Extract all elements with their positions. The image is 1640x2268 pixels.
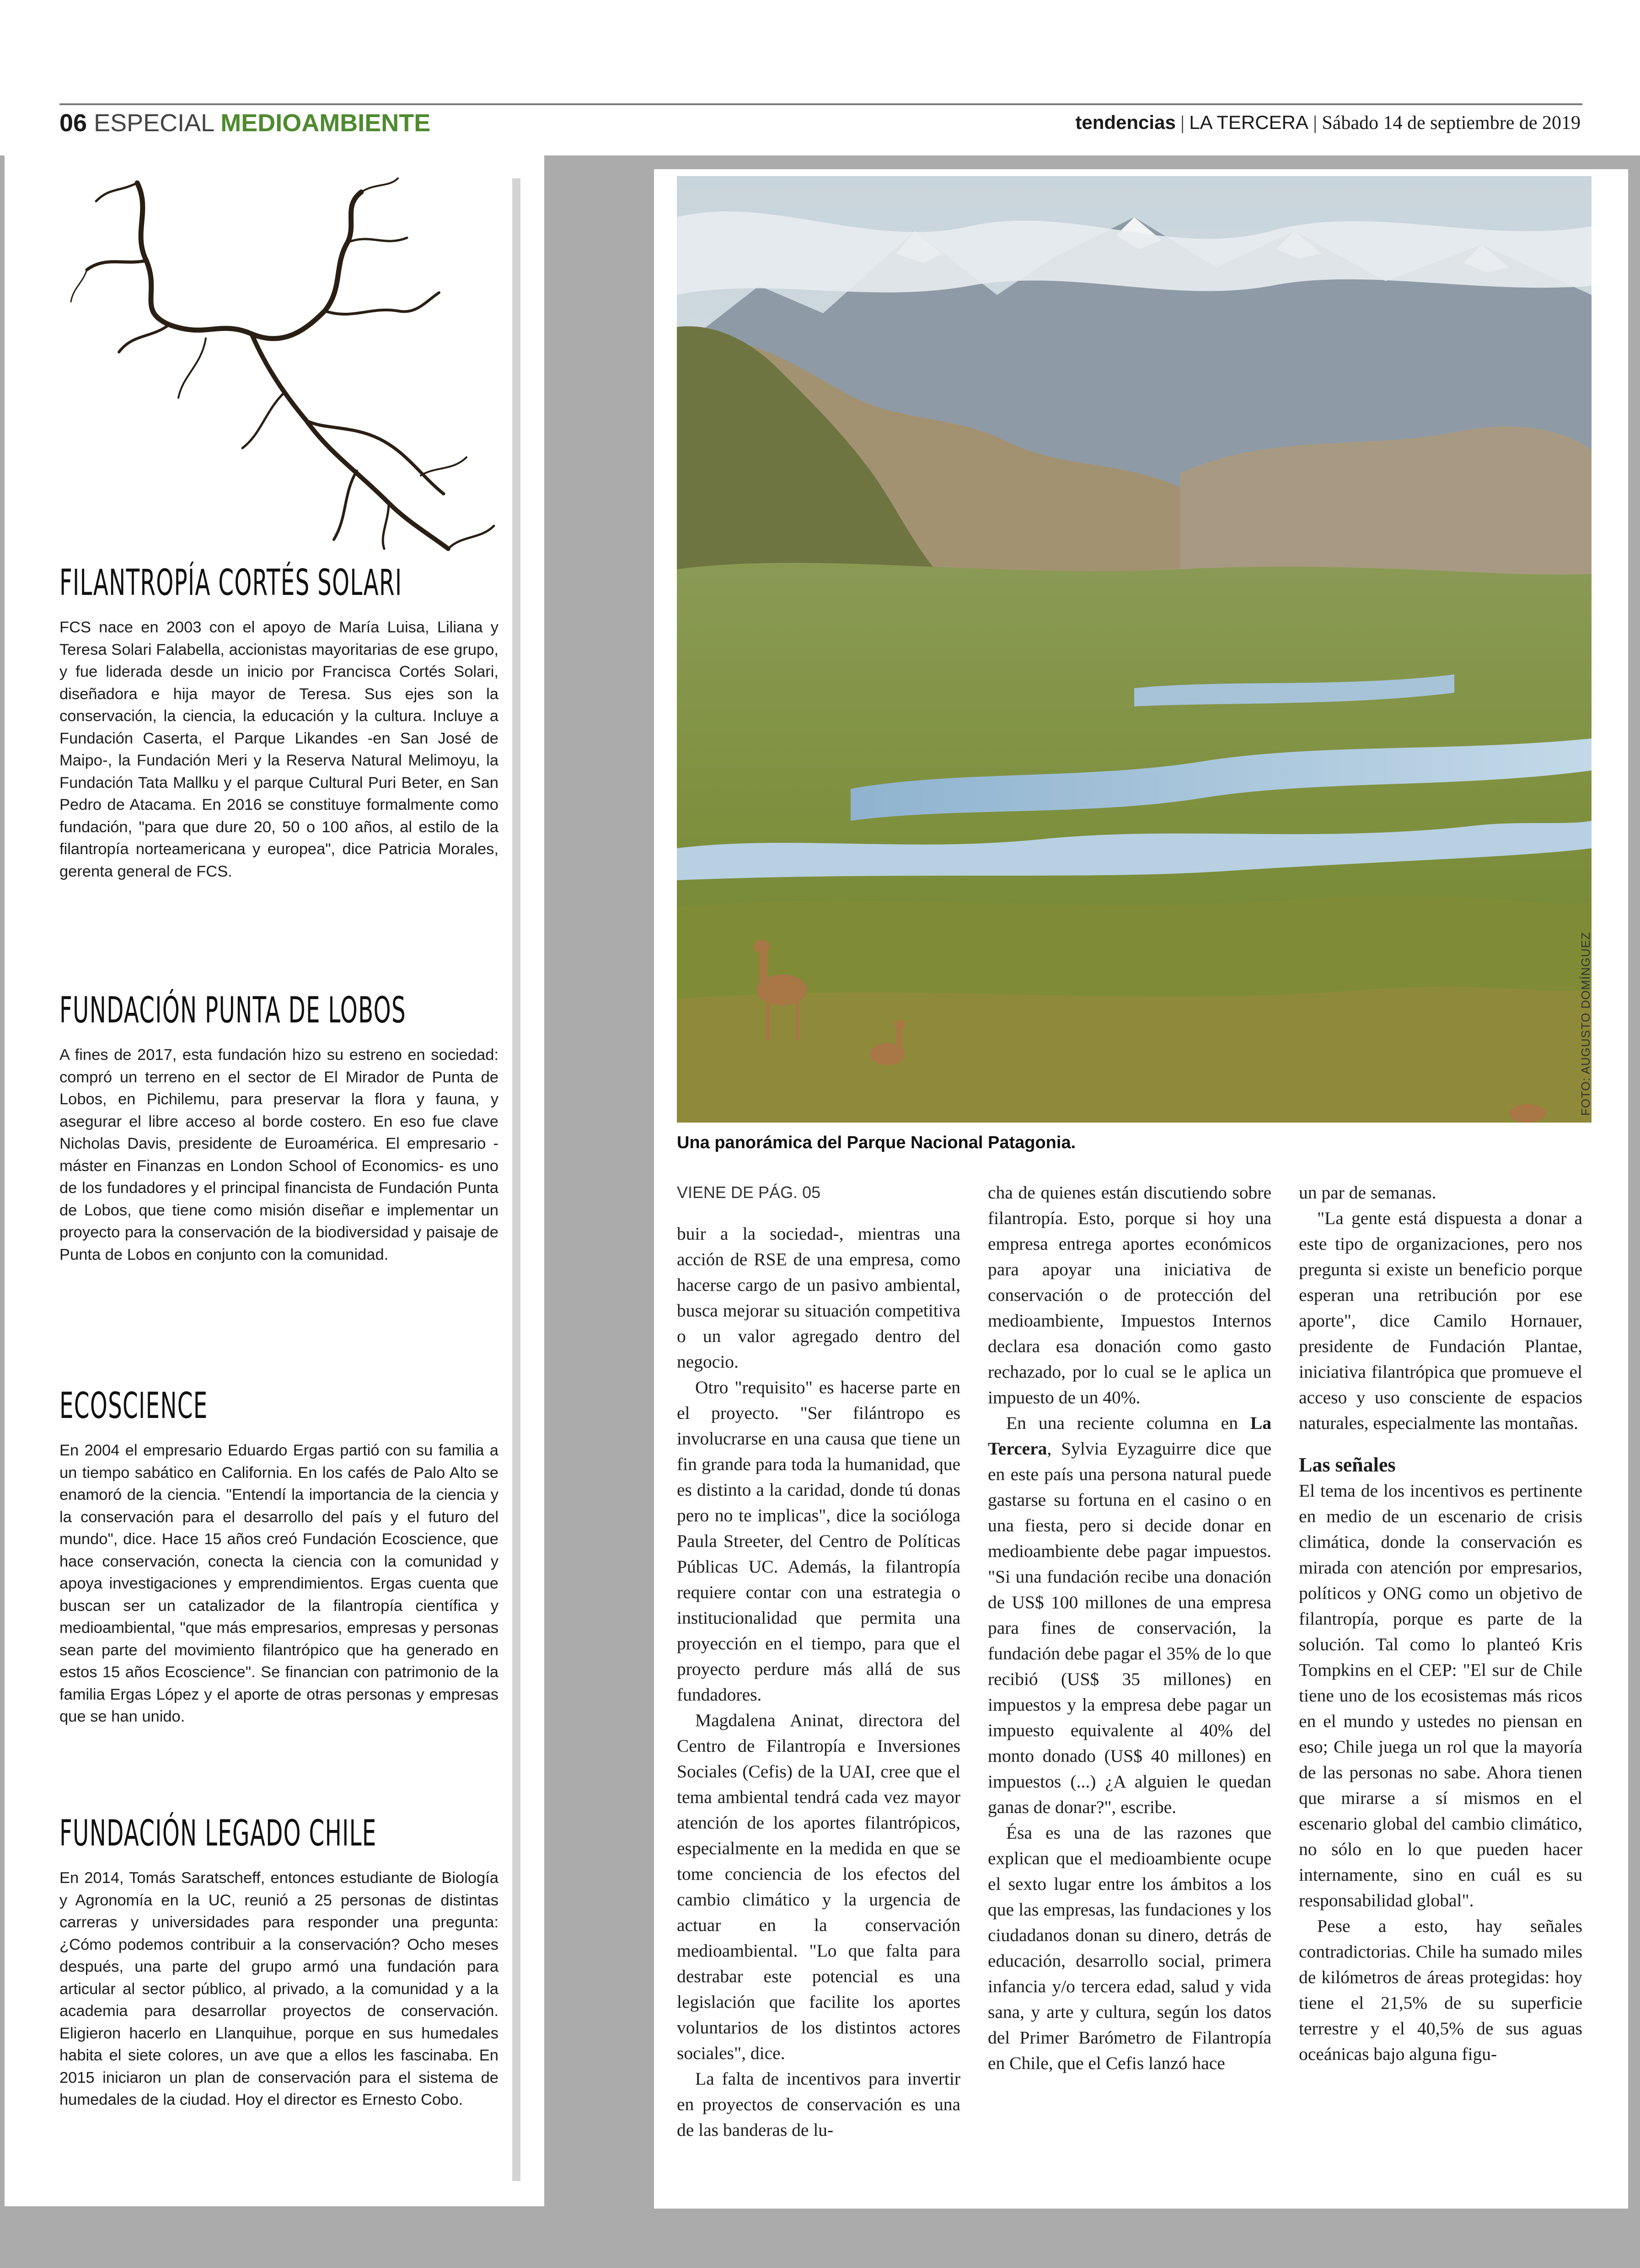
- newspaper-name: LA TERCERA: [1189, 112, 1308, 133]
- article-paragraph: "La gente está dispuesta a donar a este tipo de organizaciones, pero nos pregunta si existe un beneficio porque esperan una retribución por ese aporte", dice Camilo Hornauer, presidente de Fundación Plantae, iniciativa filantrópica que promueve el acceso y uso consciente de espacios naturales, especialmente las montañas.: [1299, 1208, 1582, 1433]
- article-subhead: Las señales: [1299, 1454, 1396, 1476]
- article-column-3: [1299, 1180, 1582, 2067]
- sidebar-section-ecoscience: [59, 1385, 498, 1728]
- header-rule: [59, 103, 1582, 105]
- sidebar-section-title: FUNDACIÓN LEGADO CHILE: [59, 1813, 377, 1854]
- article-paragraph: La falta de incentivos para invertir en proyectos de conservación es una de las banderas de lu-: [677, 2069, 960, 2140]
- page-header: [0, 0, 1640, 155]
- sidebar-section-body: FCS nace en 2003 con el apoyo de María Luisa, Liliana y Teresa Solari Falabella, accionistas mayoritarias de ese grupo, y fue liderada desde un inicio por Francisca Cortés Solari, diseñadora e hija mayor de Teresa. Sus ejes son la conservación, la ciencia, la educación y la cultura. Incluye a Fundación Caserta, el Parque Likandes -en San José de Maipo-, la Fundación Meri y la Reserva Natural Melimoyu, la Fundación Tata Mallku y el parque Cultural Puri Beter, en San Pedro de Atacama. En 2016 se constituye formalmente como fundación, "para que dure 20, 50 o 100 años, al estilo de la filantropía norteamericana y europea", dice Patricia Morales, gerenta general de FCS.: [59, 619, 498, 880]
- sidebar-section-body: En 2014, Tomás Saratscheff, entonces estudiante de Biología y Agronomía en la UC, reunió a 25 personas de distintas carreras y universidades para responder una pregunta: ¿Cómo podemos contribuir a la conservación? Ocho meses después, una parte del grupo armó una fundación para articular al sector público, al privado, a la comunidad y a la academia para desarrollar proyectos de conservación. Eligieron hacerlo en Llanquihue, porque en sus humedales habita el siete colores, un ave que a ellos les fascinaba. En 2015 iniciaron un plan de conservación para el sistema de humedales de la ciudad. Hoy el director es Ernesto Cobo.: [59, 1869, 498, 2108]
- separator: |: [1180, 112, 1184, 134]
- article-text: , Sylvia Eyzaguirre dice que en este país una persona natural puede gastarse su fortuna en el casino o en una fiesta, pero si decide donar en medioambiente debe pagar impuestos. "Si una fundación recibe una donación de US$ 100 millones de una empresa para fines de conservación, la fundación debe pagar el 35% de lo que recibió (US$ 35 millones) en impuestos y la empresa debe pagar un impuesto equivalente al 40% del monto donado (US$ 40 millones) en impuestos (...) ¿A alguien le quedan ganas de donar?", escribe.: [988, 1439, 1271, 1817]
- landscape-photo: [677, 176, 1592, 1123]
- section-header: [59, 109, 430, 137]
- section-topic: MEDIOAMBIENTE: [220, 109, 431, 137]
- article-paragraph: un par de semanas.: [1299, 1182, 1436, 1203]
- article-paragraph: Ésa es una de las razones que explican que el medioambiente ocupe el sexto lugar entre los ámbitos a los que las empresas, las fundaciones y los ciudadanos donan su dinero, detrás de educación, desarrollo social, primera infancia y/o tercera edad, salud y vida sana, y arte y cultura, según los datos del Primer Barómetro de Filantropía en Chile, que el Cefis lanzó hace: [988, 1823, 1271, 2073]
- separator: |: [1313, 112, 1317, 134]
- section-label: ESPECIAL: [94, 109, 214, 137]
- newspaper-reference: La Tercera: [988, 1413, 1272, 1459]
- article-paragraph: Otro "requisito" es hacerse parte en el proyecto. "Ser filántropo es involucrarse en una causa que tiene un fin grande para toda la humanidad, que es distinto a la caridad, donde tú donas pero no te implicas", dice la socióloga Paula Streeter, del Centro de Políticas Públicas UC. Además, la filantropía requiere contar con una estrategia o institucionalidad que permita una proyección en el tiempo, para que el proyecto perdure más allá de sus fundadores.: [677, 1377, 960, 1705]
- sidebar-section-title: FILANTROPÍA CORTÉS SOLARI: [59, 562, 402, 604]
- article-paragraph: Pese a esto, hay señales contradictorias. Chile ha sumado miles de kilómetros de áreas protegidas: hoy tiene el 21,5% de su superficie terrestre y el 40,5% de sus aguas oceánicas bajo alguna figu-: [1299, 1916, 1582, 2064]
- article-column-2: [988, 1180, 1271, 2076]
- photo-credit: FOTO: AUGUSTO DOMÍNGUEZ: [1579, 932, 1592, 1116]
- page-number: 06: [59, 109, 87, 137]
- article-column-1: [677, 1180, 960, 2143]
- article-paragraph: El tema de los incentivos es pertinente en medio de un escenario de crisis climática, donde la conservación es mirada con atención por empresarios, políticos y ONG como un objetivo de filantropía, porque es parte de la solución. Tal como lo planteó Kris Tompkins en el CEP: "El sur de Chile tiene uno de los ecosistemas más ricos en el mundo y ustedes no piensan en eso; Chile juega un rol que la mayoría de las personas no sabe. Ahora tienen que mirarse a sí mismos en el escenario global del cambio climático, no sólo en lo que pueden hacer internamente, sino en cuál es su responsabilidad global".: [1299, 1481, 1582, 1910]
- photo-caption: Una panorámica del Parque Nacional Patagonia.: [677, 1133, 1076, 1152]
- article-paragraph: [988, 1410, 1271, 1820]
- sidebar-section-title: FUNDACIÓN PUNTA DE LOBOS: [59, 990, 406, 1031]
- publication-date: Sábado 14 de septiembre de 2019: [1322, 112, 1581, 134]
- article-paragraph: cha de quienes están discutiendo sobre filantropía. Esto, porque si hoy una empresa entrega aportes económicos para apoyar una iniciativa de conservación o de protección del medioambiente, Impuestos Internos declara esa donación como gasto rechazado, por lo cual se le aplica un impuesto de un 40%.: [988, 1182, 1271, 1407]
- article-paragraph: Magdalena Aninat, directora del Centro de Filantropía e Inversiones Sociales (Cefis) de la UAI, cree que el tema ambiental tendrá cada vez mayor atención de los aportes filantrópicos, especialmente en la medida en que se tome conciencia de los efectos del cambio climático y la urgencia de actuar en la conservación medioambiental. "Lo que falta para destrabar este potencial es una legislación que facilite los aportes voluntarios de los distintos actores sociales", dice.: [677, 1710, 960, 2063]
- article-text: En una reciente columna en: [1006, 1413, 1238, 1433]
- article-paragraph: buir a la sociedad-, mientras una acción de RSE de una empresa, como hacerse cargo de un pasivo ambiental, busca mejorar su situación competitiva o un valor agregado dentro del negocio.: [677, 1224, 960, 1372]
- sidebar-section-title: ECOSCIENCE: [59, 1385, 208, 1427]
- sidebar-section-body: En 2004 el empresario Eduardo Ergas partió con su familia a un tiempo sabático en California. En los cafés de Palo Alto se enamoró de la ciencia. "Entendí la importancia de la ciencia y la conservación para el desarrollo del país y el futuro del mundo", dice. Hace 15 años creó Fundación Ecoscience, que hace conservación, conecta la ciencia con la comunidad y apoya investigaciones y emprendimientos. Ergas cuenta que buscan ser un catalizador de la filantropía científica y medioambiental, "que más empresarios, empresas y personas sean parte del movimiento filantrópico que ha generado en estos 15 años Ecoscience". Se financian con patrimonio de la familia Ergas López y el aporte de otras personas y empresas que se han unido.: [59, 1442, 498, 1725]
- sidebar-section-legado-chile: [59, 1813, 498, 2111]
- sidebar-section-punta-de-lobos: [59, 990, 498, 1266]
- supplement-name: tendencias: [1075, 112, 1176, 133]
- sidebar-section-body: A fines de 2017, esta fundación hizo su estreno en sociedad: compró un terreno en el sector de El Mirador de Punta de Lobos, en Pichilemu, para preservar la flora y fauna, y asegurar el libre acceso al borde costero. En eso fue clave Nicholas Davis, presidente de Euroamérica. El empresario -máster en Finanzas en London School of Economics- es uno de los fundadores y el principal financista de Fundación Punta de Lobos, que tiene como misión diseñar e implementar un proyecto para la conservación de la biodiversidad y paisaje de Punta de Lobos en conjunto con la comunidad.: [59, 1046, 498, 1263]
- continued-from: VIENE DE PÁG. 05: [677, 1183, 821, 1202]
- sidebar-section-cortes-solari: [59, 562, 498, 883]
- root-illustration: [69, 174, 517, 553]
- publication-info: [1075, 112, 1581, 134]
